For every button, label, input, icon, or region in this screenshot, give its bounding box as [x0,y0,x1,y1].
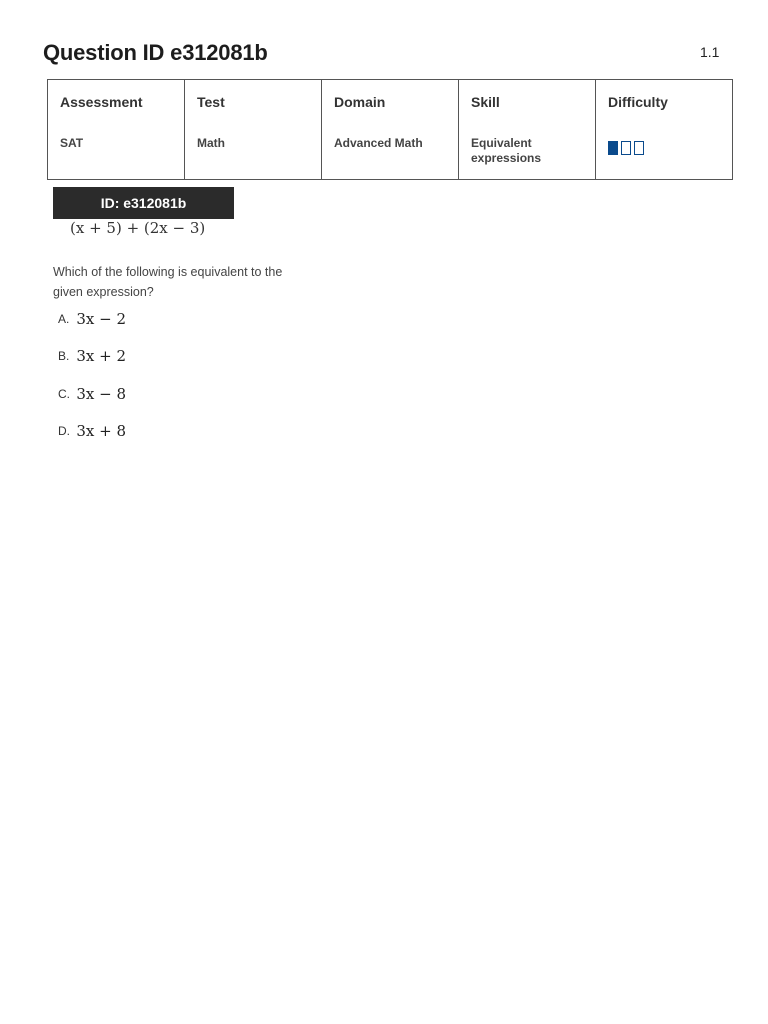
skill-value-line2: expressions [471,150,542,165]
difficulty-indicator [608,136,732,156]
question-metadata-table [47,79,733,180]
header-difficulty: Difficulty [596,80,733,126]
header-assessment: Assessment [48,80,185,126]
choice-c [58,385,126,403]
choice-text: 3x + 2 [76,347,126,365]
header-test: Test [185,80,322,126]
choice-letter: C. [58,387,70,401]
header-skill: Skill [459,80,596,126]
difficulty-box-empty [634,141,644,155]
choice-a [58,310,126,328]
choice-d [58,422,126,440]
difficulty-box-empty [621,141,631,155]
question-title: Question ID e312081b [43,40,268,65]
choice-text: 3x − 2 [76,310,126,328]
question-text: Which of the following is equivalent to the given expression? [53,265,283,299]
choice-text: 3x + 8 [76,422,126,440]
domain-value: Advanced Math [322,126,459,180]
choice-letter: D. [58,424,70,438]
skill-value [459,126,596,180]
difficulty-box-filled [608,141,618,155]
difficulty-value [596,126,733,180]
choice-letter: A. [58,312,70,326]
given-expression: (x + 5) + (2x − 3) [70,219,206,237]
choice-letter: B. [58,349,70,363]
skill-value-line1: Equivalent [471,135,532,150]
header-domain: Domain [322,80,459,126]
page-number: 1.1 [700,44,720,60]
choice-b [58,347,126,365]
test-value: Math [185,126,322,180]
question-id-banner: ID: e312081b [53,187,234,219]
assessment-value: SAT [48,126,185,180]
choice-text: 3x − 8 [76,385,126,403]
